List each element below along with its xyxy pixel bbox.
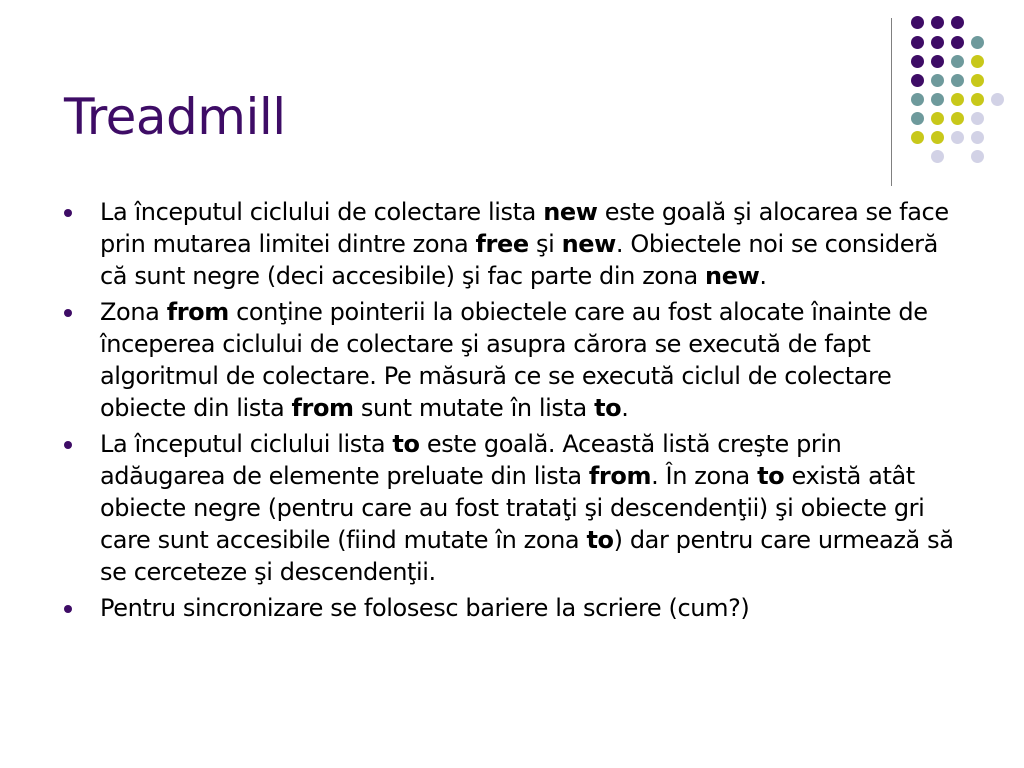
- decor-dot: [991, 93, 1004, 106]
- decor-dot: [931, 16, 944, 29]
- bullet-keyword: from: [291, 394, 354, 422]
- decor-dot: [951, 16, 964, 29]
- decor-dot: [931, 112, 944, 125]
- decor-dot: [971, 150, 984, 163]
- bullet-item: [62, 592, 972, 624]
- decor-dot: [971, 131, 984, 144]
- decor-dot: [951, 93, 964, 106]
- decor-dot: [911, 55, 924, 68]
- bullet-text: La începutul ciclului de colectare lista: [100, 198, 544, 226]
- decor-dot: [971, 112, 984, 125]
- decor-dot: [971, 36, 984, 49]
- bullet-icon: [64, 209, 72, 217]
- bullet-text: .: [759, 262, 767, 290]
- bullet-list: [62, 196, 972, 628]
- bullet-text: este goală şi alocarea se face prin mutarea limitei dintre zona: [100, 198, 949, 258]
- bullet-text: . Obiectele noi se consideră că sunt negre (deci accesibile) şi fac parte din zona: [100, 230, 938, 290]
- bullet-keyword: new: [543, 198, 598, 226]
- decor-dot: [931, 36, 944, 49]
- bullet-keyword: from: [588, 462, 652, 490]
- bullet-keyword: to: [757, 462, 785, 490]
- decor-dot: [971, 74, 984, 87]
- decor-dot: [951, 55, 964, 68]
- bullet-keyword: free: [475, 230, 529, 258]
- bullet-text: Pentru sincronizare se folosesc bariere la scriere (cum?): [100, 594, 750, 622]
- divider-line: [891, 18, 892, 186]
- decor-dot: [931, 150, 944, 163]
- bullet-item: [62, 196, 972, 292]
- decor-dot: [951, 36, 964, 49]
- decor-dot: [971, 55, 984, 68]
- bullet-text: este goală. Această listă creşte prin adăugarea de elemente preluate din lista: [100, 430, 842, 490]
- decor-dot: [951, 74, 964, 87]
- bullet-icon: [64, 309, 72, 317]
- slide-title: Treadmill: [64, 88, 286, 146]
- bullet-text: La începutul ciclului lista: [100, 430, 393, 458]
- decor-dot: [931, 93, 944, 106]
- bullet-text: există atât obiecte negre (pentru care au fost trataţi şi descendenţii) şi obiecte gri care sunt accesibile (fiind mutate în zona: [100, 462, 925, 554]
- bullet-keyword: new: [561, 230, 616, 258]
- bullet-keyword: to: [594, 394, 622, 422]
- decor-dot: [971, 93, 984, 106]
- bullet-text: conţine pointerii la obiectele care au fost alocate înainte de începerea ciclului de colectare şi asupra cărora se execută de fapt algoritmul de colectare. Pe măsură ce se execută ciclul de colectare obiecte din lista: [100, 298, 928, 422]
- decor-dot: [931, 55, 944, 68]
- decor-dot: [911, 74, 924, 87]
- bullet-text: şi: [528, 230, 562, 258]
- bullet-item: [62, 296, 972, 424]
- decor-dot: [911, 112, 924, 125]
- bullet-text: . În zona: [651, 462, 758, 490]
- bullet-icon: [64, 605, 72, 613]
- bullet-item: [62, 428, 972, 588]
- decor-dot: [911, 93, 924, 106]
- decor-dot: [951, 112, 964, 125]
- decor-dot: [911, 36, 924, 49]
- bullet-text: ) dar pentru care urmează să se cerceteze şi descendenţii.: [100, 526, 954, 586]
- bullet-keyword: new: [705, 262, 760, 290]
- decor-dot: [911, 131, 924, 144]
- decor-dot: [931, 131, 944, 144]
- bullet-icon: [64, 441, 72, 449]
- bullet-keyword: to: [392, 430, 420, 458]
- bullet-text: .: [621, 394, 629, 422]
- decor-dot: [951, 131, 964, 144]
- bullet-text: sunt mutate în lista: [353, 394, 595, 422]
- bullet-text: Zona: [100, 298, 167, 326]
- bullet-keyword: from: [166, 298, 229, 326]
- bullet-keyword: to: [586, 526, 614, 554]
- decor-dot: [931, 74, 944, 87]
- decor-dot: [911, 16, 924, 29]
